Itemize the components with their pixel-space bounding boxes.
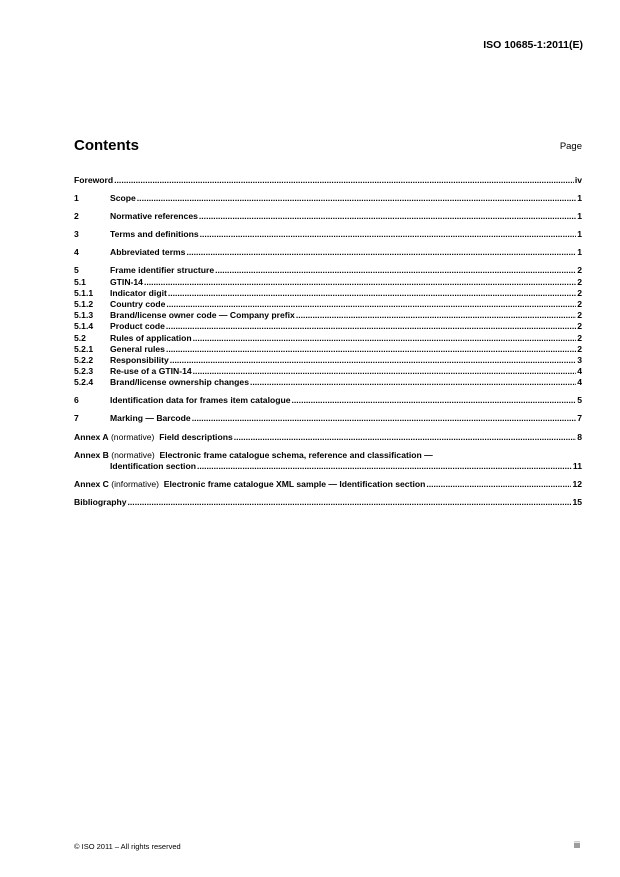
leader-dots xyxy=(193,333,577,344)
toc-entry-number: 7 xyxy=(74,413,79,424)
annex-label: Annex A xyxy=(74,431,109,442)
toc-entry-page: 2 xyxy=(577,298,582,309)
page-title: Contents xyxy=(74,137,139,154)
toc-entry-number: 5.2.1 xyxy=(74,343,94,354)
toc-entry[interactable] xyxy=(74,211,582,222)
toc-entry-title: General rules xyxy=(110,343,165,354)
toc-entry-page: 2 xyxy=(577,310,582,321)
toc-entry[interactable] xyxy=(74,355,582,366)
annex-kind: (informative) xyxy=(111,478,160,489)
toc-entry-title: Scope xyxy=(110,193,136,204)
toc-entry-page: 1 xyxy=(577,229,582,240)
toc-entry-number: 5.2.4 xyxy=(74,377,94,388)
toc-entry-number: 5.2 xyxy=(74,332,86,343)
toc-entry-title: Country code xyxy=(110,298,166,309)
toc-entry-page: 2 xyxy=(577,276,582,287)
table-of-contents xyxy=(74,175,582,508)
toc-entry-annex-c[interactable] xyxy=(74,479,582,490)
toc-entry-page: 12 xyxy=(572,478,582,489)
toc-entry-page: 7 xyxy=(577,413,582,424)
toc-entry[interactable] xyxy=(74,333,582,344)
toc-entry-number: 5.2.2 xyxy=(74,354,94,365)
leader-dots xyxy=(166,299,576,310)
page-number: iii xyxy=(574,840,580,850)
toc-entry-number: 5.1.2 xyxy=(74,298,94,309)
toc-entry-page: 1 xyxy=(577,211,582,222)
toc-entry-page: 2 xyxy=(577,343,582,354)
leader-dots xyxy=(166,344,576,355)
leader-dots xyxy=(296,310,576,321)
toc-entry-page: 1 xyxy=(577,247,582,258)
toc-entry-title: Identification data for frames item catalogue xyxy=(110,395,291,406)
leader-dots xyxy=(144,277,576,288)
toc-entry[interactable] xyxy=(74,265,582,276)
toc-entry-title: Frame identifier structure xyxy=(110,265,215,276)
toc-entry-number: 5.1.4 xyxy=(74,321,94,332)
toc-entry-page: 11 xyxy=(572,460,582,471)
toc-entry-title: Field descriptions xyxy=(159,431,233,442)
toc-entry-number: 1 xyxy=(74,193,79,204)
toc-entry-page: iv xyxy=(574,175,582,185)
toc-entry-page: 1 xyxy=(577,193,582,204)
toc-entry-number: 5.1.1 xyxy=(74,287,94,298)
toc-entry-number: 5.2.3 xyxy=(74,366,94,377)
toc-entry-title: Terms and definitions xyxy=(110,229,199,240)
leader-dots xyxy=(192,413,577,424)
leader-dots xyxy=(170,355,576,366)
leader-dots xyxy=(250,377,576,388)
toc-entry-page: 5 xyxy=(577,395,582,406)
toc-entry-title: Brand/license ownership changes xyxy=(110,377,249,388)
toc-entry-annex-b-continued[interactable] xyxy=(74,461,582,472)
toc-entry-title: Abbreviated terms xyxy=(110,247,186,258)
page-column-label: Page xyxy=(559,141,582,152)
leader-dots xyxy=(166,321,576,332)
toc-entry-number: 5.1 xyxy=(74,276,86,287)
toc-entry[interactable] xyxy=(74,299,582,310)
toc-entry-number: 5.1.3 xyxy=(74,310,94,321)
leader-dots xyxy=(186,247,576,258)
toc-entry[interactable] xyxy=(74,366,582,377)
toc-entry-title: Marking — Barcode xyxy=(110,413,191,424)
annex-label: Annex C xyxy=(74,478,109,489)
toc-entry-annex-b[interactable] xyxy=(74,450,582,461)
toc-entry-title-line2: Identification section xyxy=(110,460,196,471)
toc-entry[interactable] xyxy=(74,288,582,299)
leader-dots xyxy=(137,193,576,204)
toc-entry[interactable] xyxy=(74,395,582,406)
leader-dots xyxy=(193,366,577,377)
toc-entry-number: 3 xyxy=(74,229,79,240)
toc-entry-title: Brand/license owner code — Company prefix xyxy=(110,310,295,321)
toc-entry-page: 2 xyxy=(577,321,582,332)
toc-entry-page: 8 xyxy=(577,431,582,442)
leader-dots xyxy=(215,265,576,276)
toc-entry[interactable] xyxy=(74,310,582,321)
toc-entry-page: 2 xyxy=(577,287,582,298)
toc-entry[interactable] xyxy=(74,413,582,424)
toc-entry[interactable] xyxy=(74,377,582,388)
annex-kind: (normative) xyxy=(110,431,155,442)
toc-entry-bibliography[interactable] xyxy=(74,497,582,508)
toc-entry-number: 2 xyxy=(74,211,79,222)
leader-dots xyxy=(199,211,576,222)
toc-entry-title: Re-use of a GTIN-14 xyxy=(110,366,192,377)
toc-entry[interactable] xyxy=(74,247,582,258)
toc-entry-title-line1: Electronic frame catalogue schema, reference and classification — xyxy=(159,449,433,460)
toc-entry-number: 5 xyxy=(74,265,79,276)
toc-entry-page: 4 xyxy=(577,366,582,377)
toc-entry-title: Product code xyxy=(110,321,165,332)
toc-entry-number: 6 xyxy=(74,395,79,406)
toc-entry[interactable] xyxy=(74,229,582,240)
leader-dots xyxy=(128,497,572,508)
toc-entry-number: 4 xyxy=(74,247,79,258)
leader-dots xyxy=(234,432,576,443)
toc-entry-title: Electronic frame catalogue XML sample — Identification section xyxy=(163,478,426,489)
toc-entry-annex-a[interactable] xyxy=(74,432,582,443)
toc-entry-title: Foreword xyxy=(74,175,114,185)
leader-dots xyxy=(168,288,576,299)
leader-dots xyxy=(197,461,572,472)
standard-designation: ISO 10685-1:2011(E) xyxy=(483,39,583,51)
toc-entry-title: Responsibility xyxy=(110,354,169,365)
toc-entry-foreword[interactable] xyxy=(74,175,582,186)
toc-entry-page: 4 xyxy=(577,377,582,388)
leader-dots xyxy=(114,175,574,186)
toc-entry-page: 2 xyxy=(577,332,582,343)
annex-kind: (normative) xyxy=(111,449,155,460)
toc-entry-page: 15 xyxy=(572,496,582,507)
toc-entry[interactable] xyxy=(74,321,582,332)
leader-dots xyxy=(292,395,577,406)
toc-entry-title: Rules of application xyxy=(110,332,192,343)
toc-entry-title: Indicator digit xyxy=(110,287,167,298)
toc-entry[interactable] xyxy=(74,193,582,204)
toc-entry-title: Bibliography xyxy=(74,496,127,507)
leader-dots xyxy=(200,229,577,240)
copyright-notice: © ISO 2011 – All rights reserved xyxy=(74,842,181,851)
toc-entry[interactable] xyxy=(74,344,582,355)
annex-label: Annex B xyxy=(74,449,109,460)
leader-dots xyxy=(426,479,571,490)
toc-entry-title: GTIN-14 xyxy=(110,276,143,287)
toc-entry-title: Normative references xyxy=(110,211,198,222)
toc-entry-page: 3 xyxy=(577,354,582,365)
toc-entry-page: 2 xyxy=(577,265,582,276)
toc-entry[interactable] xyxy=(74,277,582,288)
